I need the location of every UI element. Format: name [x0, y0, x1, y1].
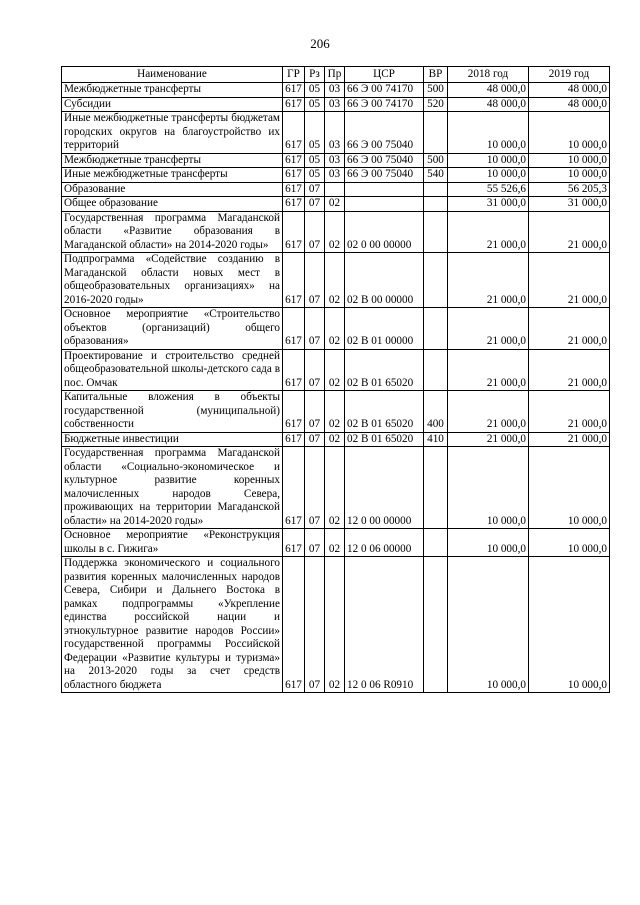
cell-name: Поддержка экономического и социального развития коренных малочисленных народов Севера, Сибири и Дальнего Востока в рамках подпрограммы «Укрепление единства российской нации и этнокультурное развитие народов России» государственной программы Российской Федерации «Развитие культуры и туризма» на 2013-2020 годы за счет средств областного бюджета	[62, 557, 283, 693]
cell-csr	[345, 182, 424, 197]
cell-name: Государственная программа Магаданской области «Социально-экономическое и культурное развитие коренных малочисленных народов Севера, проживающих на территории Магаданской области» на 2014-2020 годы»	[62, 447, 283, 529]
cell-vr	[424, 308, 448, 350]
cell-vr	[424, 112, 448, 154]
cell-csr: 02 В 01 65020	[345, 349, 424, 391]
cell-rz: 05	[305, 153, 325, 168]
cell-rz: 07	[305, 557, 325, 693]
cell-pr: 02	[325, 432, 345, 447]
cell-rz: 05	[305, 168, 325, 183]
cell-2019: 21 000,0	[529, 253, 610, 308]
cell-name: Проектирование и строительство средней общеобразовательной школы-детского сада в пос. Омчак	[62, 349, 283, 391]
table-row	[62, 153, 610, 168]
table-row	[62, 197, 610, 212]
cell-vr	[424, 182, 448, 197]
cell-2019: 21 000,0	[529, 349, 610, 391]
cell-csr: 66 Э 00 75040	[345, 112, 424, 154]
cell-vr	[424, 197, 448, 212]
cell-gr: 617	[283, 308, 305, 350]
cell-csr	[345, 197, 424, 212]
cell-csr: 02 0 00 00000	[345, 211, 424, 253]
header-row	[62, 67, 610, 83]
cell-2018: 21 000,0	[448, 391, 529, 433]
cell-gr: 617	[283, 529, 305, 557]
cell-2018: 21 000,0	[448, 349, 529, 391]
cell-2018: 31 000,0	[448, 197, 529, 212]
page-number: 206	[310, 36, 330, 51]
cell-csr: 66 Э 00 74170	[345, 97, 424, 112]
table-row	[62, 529, 610, 557]
cell-2018: 21 000,0	[448, 432, 529, 447]
cell-2018: 10 000,0	[448, 168, 529, 183]
cell-rz: 07	[305, 391, 325, 433]
column-header-vr: ВР	[424, 67, 448, 83]
table-row	[62, 97, 610, 112]
cell-vr: 500	[424, 83, 448, 98]
cell-name: Основное мероприятие «Реконструкция школы в с. Гижига»	[62, 529, 283, 557]
cell-rz: 07	[305, 349, 325, 391]
cell-2019: 21 000,0	[529, 391, 610, 433]
table-row	[62, 168, 610, 183]
cell-2018: 21 000,0	[448, 211, 529, 253]
cell-csr: 02 В 01 65020	[345, 432, 424, 447]
table-row	[62, 83, 610, 98]
cell-pr: 03	[325, 168, 345, 183]
cell-gr: 617	[283, 447, 305, 529]
column-header-pr: Пр	[325, 67, 345, 83]
cell-csr: 12 0 06 00000	[345, 529, 424, 557]
cell-gr: 617	[283, 391, 305, 433]
cell-name: Подпрограмма «Содействие созданию в Магаданской области новых мест в общеобразовательных организациях» на 2016-2020 годы»	[62, 253, 283, 308]
table-row	[62, 391, 610, 433]
table-row	[62, 447, 610, 529]
cell-name: Иные межбюджетные трансферты	[62, 168, 283, 183]
cell-2019: 48 000,0	[529, 83, 610, 98]
column-header-csr: ЦСР	[345, 67, 424, 83]
cell-pr: 02	[325, 529, 345, 557]
cell-2018: 48 000,0	[448, 83, 529, 98]
cell-2019: 48 000,0	[529, 97, 610, 112]
cell-name: Основное мероприятие «Строительство объектов (организаций) общего образования»	[62, 308, 283, 350]
table-row	[62, 112, 610, 154]
cell-rz: 07	[305, 308, 325, 350]
cell-name: Межбюджетные трансферты	[62, 83, 283, 98]
cell-2019: 10 000,0	[529, 557, 610, 693]
cell-pr: 03	[325, 83, 345, 98]
cell-csr: 02 В 01 65020	[345, 391, 424, 433]
cell-2019: 10 000,0	[529, 529, 610, 557]
cell-gr: 617	[283, 182, 305, 197]
cell-2018: 10 000,0	[448, 529, 529, 557]
cell-rz: 07	[305, 197, 325, 212]
cell-vr: 500	[424, 153, 448, 168]
cell-pr: 02	[325, 447, 345, 529]
cell-vr: 520	[424, 97, 448, 112]
cell-csr: 12 0 00 00000	[345, 447, 424, 529]
cell-vr: 410	[424, 432, 448, 447]
cell-pr: 02	[325, 253, 345, 308]
column-header-rz: Рз	[305, 67, 325, 83]
table-row	[62, 211, 610, 253]
cell-rz: 07	[305, 253, 325, 308]
cell-gr: 617	[283, 211, 305, 253]
cell-rz: 05	[305, 112, 325, 154]
cell-2019: 10 000,0	[529, 153, 610, 168]
cell-rz: 05	[305, 83, 325, 98]
cell-name: Межбюджетные трансферты	[62, 153, 283, 168]
cell-gr: 617	[283, 197, 305, 212]
cell-gr: 617	[283, 168, 305, 183]
cell-rz: 07	[305, 447, 325, 529]
cell-rz: 05	[305, 97, 325, 112]
cell-2018: 48 000,0	[448, 97, 529, 112]
cell-pr: 02	[325, 211, 345, 253]
column-header-gr: ГР	[283, 67, 305, 83]
cell-pr: 03	[325, 97, 345, 112]
cell-pr: 02	[325, 349, 345, 391]
cell-gr: 617	[283, 253, 305, 308]
table-header	[62, 67, 610, 83]
table-row	[62, 308, 610, 350]
cell-2018: 21 000,0	[448, 253, 529, 308]
cell-pr	[325, 182, 345, 197]
cell-name: Образование	[62, 182, 283, 197]
cell-2019: 10 000,0	[529, 112, 610, 154]
cell-rz: 07	[305, 211, 325, 253]
table-body	[62, 83, 610, 693]
cell-name: Общее образование	[62, 197, 283, 212]
cell-name: Капитальные вложения в объекты государственной (муниципальной) собственности	[62, 391, 283, 433]
table-row	[62, 432, 610, 447]
cell-2019: 21 000,0	[529, 432, 610, 447]
cell-name: Субсидии	[62, 97, 283, 112]
table-row	[62, 182, 610, 197]
cell-vr	[424, 253, 448, 308]
cell-2019: 21 000,0	[529, 308, 610, 350]
table-row	[62, 253, 610, 308]
cell-2019: 56 205,3	[529, 182, 610, 197]
cell-gr: 617	[283, 97, 305, 112]
cell-csr: 02 В 01 00000	[345, 308, 424, 350]
cell-rz: 07	[305, 182, 325, 197]
cell-csr: 02 В 00 00000	[345, 253, 424, 308]
cell-2018: 10 000,0	[448, 112, 529, 154]
column-header-2018: 2018 год	[448, 67, 529, 83]
cell-2018: 10 000,0	[448, 153, 529, 168]
cell-2019: 31 000,0	[529, 197, 610, 212]
cell-2019: 10 000,0	[529, 168, 610, 183]
column-header-2019: 2019 год	[529, 67, 610, 83]
cell-pr: 02	[325, 308, 345, 350]
cell-pr: 03	[325, 153, 345, 168]
cell-gr: 617	[283, 432, 305, 447]
cell-name: Иные межбюджетные трансферты бюджетам городских округов на благоустройство их территорий	[62, 112, 283, 154]
cell-name: Бюджетные инвестиции	[62, 432, 283, 447]
cell-pr: 02	[325, 391, 345, 433]
cell-csr: 66 Э 00 75040	[345, 153, 424, 168]
budget-table	[61, 66, 610, 693]
cell-2018: 21 000,0	[448, 308, 529, 350]
cell-vr	[424, 349, 448, 391]
cell-gr: 617	[283, 83, 305, 98]
cell-vr: 540	[424, 168, 448, 183]
cell-gr: 617	[283, 153, 305, 168]
cell-vr: 400	[424, 391, 448, 433]
cell-2019: 10 000,0	[529, 447, 610, 529]
cell-vr	[424, 557, 448, 693]
cell-csr: 66 Э 00 75040	[345, 168, 424, 183]
cell-vr	[424, 447, 448, 529]
cell-2018: 10 000,0	[448, 447, 529, 529]
cell-vr	[424, 211, 448, 253]
cell-2018: 10 000,0	[448, 557, 529, 693]
cell-gr: 617	[283, 349, 305, 391]
cell-gr: 617	[283, 557, 305, 693]
cell-2019: 21 000,0	[529, 211, 610, 253]
cell-csr: 66 Э 00 74170	[345, 83, 424, 98]
cell-csr: 12 0 06 R0910	[345, 557, 424, 693]
table-row	[62, 557, 610, 693]
table-row	[62, 349, 610, 391]
cell-2018: 55 526,6	[448, 182, 529, 197]
cell-gr: 617	[283, 112, 305, 154]
column-header-name: Наименование	[62, 67, 283, 83]
cell-pr: 03	[325, 112, 345, 154]
cell-rz: 07	[305, 432, 325, 447]
cell-vr	[424, 529, 448, 557]
cell-name: Государственная программа Магаданской области «Развитие образования в Магаданской области» на 2014-2020 годы»	[62, 211, 283, 253]
cell-pr: 02	[325, 557, 345, 693]
cell-pr: 02	[325, 197, 345, 212]
cell-rz: 07	[305, 529, 325, 557]
